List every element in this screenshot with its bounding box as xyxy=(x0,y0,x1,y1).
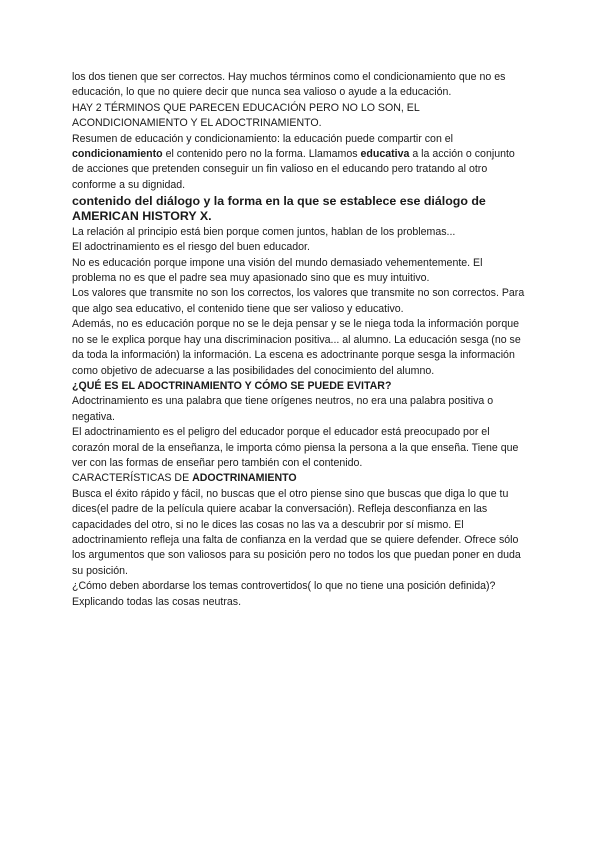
text-run: HAY 2 TÉRMINOS QUE PARECEN EDUCACIÓN PERO NO LO SON, EL ACONDICIONAMIENTO Y EL ADOCTRINAMIENTO. xyxy=(72,101,420,130)
text-run: contenido del diálogo y la forma en la que se establece ese diálogo de AMERICAN HISTORY X. xyxy=(72,194,486,224)
text-run: No es educación porque impone una visión del mundo demasiado vehementemente. El problema no es que el padre sea muy apasionado sino que es muy intuitivo. xyxy=(72,256,483,285)
document-body xyxy=(72,70,528,610)
paragraph xyxy=(72,317,528,379)
paragraph xyxy=(72,70,528,101)
bold-text: ADOCTRINAMIENTO xyxy=(192,472,297,485)
text-run: a la acción o conjunto de acciones que pretenden conseguir un fin valioso en el educando pero tratando al otro conforme a su dignidad. xyxy=(72,148,515,191)
bold-text: condicionamiento xyxy=(72,148,163,161)
text-run: Además, no es educación porque no se le deja pensar y se le niega toda la información porque no se le explica porque hay una discriminacion positiva... al alumno. La educación sesga (no se da toda la información) la información. La escena es adoctrinante porque sesga la información como objetivo de adecuarse a las posibilidades del conocimiento del alumno. xyxy=(72,318,521,377)
paragraph xyxy=(72,471,528,486)
text-run: los dos tienen que ser correctos. Hay muchos términos como el condicionamiento que no es educación, lo que no quiere decir que nunca sea valioso o ayude a la educación. xyxy=(72,71,506,99)
text-run: Resumen de educación y condicionamiento: la educación puede compartir con el xyxy=(72,132,454,145)
section-heading xyxy=(72,194,528,224)
text-run: ¿QUÉ ES EL ADOCTRINAMIENTO Y CÓMO SE PUEDE EVITAR? xyxy=(72,379,392,392)
text-run: El adoctrinamiento es el riesgo del buen educador. xyxy=(72,241,310,254)
paragraph xyxy=(72,487,528,579)
text-run: CARACTERÍSTICAS DE xyxy=(72,472,193,485)
paragraph xyxy=(72,225,528,240)
question-heading xyxy=(72,379,528,394)
text-run: El adoctrinamiento es el peligro del educador porque el educador está preocupado por el corazón moral de la enseñanza, le importa cómo piensa la persona a la que enseña. Tiene que ver con las formas de enseñar pero también con el contenido. xyxy=(72,426,519,469)
text-run: Busca el éxito rápido y fácil, no buscas que el otro piense sino que buscas que diga lo que tu dices(el padre de la película quiere acabar la conversación). Refleja desconfianza en las capacidades del otro, si no le dices las cosas no las va a descubrir por sí mismo. El adoctrinamiento refleja una falta de confianza en la verdad que se quiere defender. Ofrece sólo los argumentos que son valiosos para su posición pero no todos los que puedan poner en duda su posición. xyxy=(72,487,521,577)
text-run: Los valores que transmite no son los correctos, los valores que transmite no son correctos. Para que algo sea educativo, el contenido tiene que ser valioso y educativo. xyxy=(72,287,525,315)
paragraph xyxy=(72,101,528,132)
paragraph xyxy=(72,579,528,610)
paragraph xyxy=(72,256,528,287)
text-run: La relación al principio está bien porque comen juntos, hablan de los problemas... xyxy=(72,225,456,238)
paragraph xyxy=(72,132,528,194)
bold-text: educativa xyxy=(360,148,410,161)
paragraph xyxy=(72,286,528,317)
text-run: ¿Cómo deben abordarse los temas controvertidos( lo que no tiene una posición definida)? Explicando todas las cosas neutras. xyxy=(72,580,496,608)
paragraph xyxy=(72,240,528,255)
paragraph xyxy=(72,425,528,471)
paragraph xyxy=(72,394,528,425)
text-run: el contenido pero no la forma. Llamamos xyxy=(162,148,361,161)
text-run: Adoctrinamiento es una palabra que tiene orígenes neutros, no era una palabra positiva o negativa. xyxy=(72,395,494,423)
